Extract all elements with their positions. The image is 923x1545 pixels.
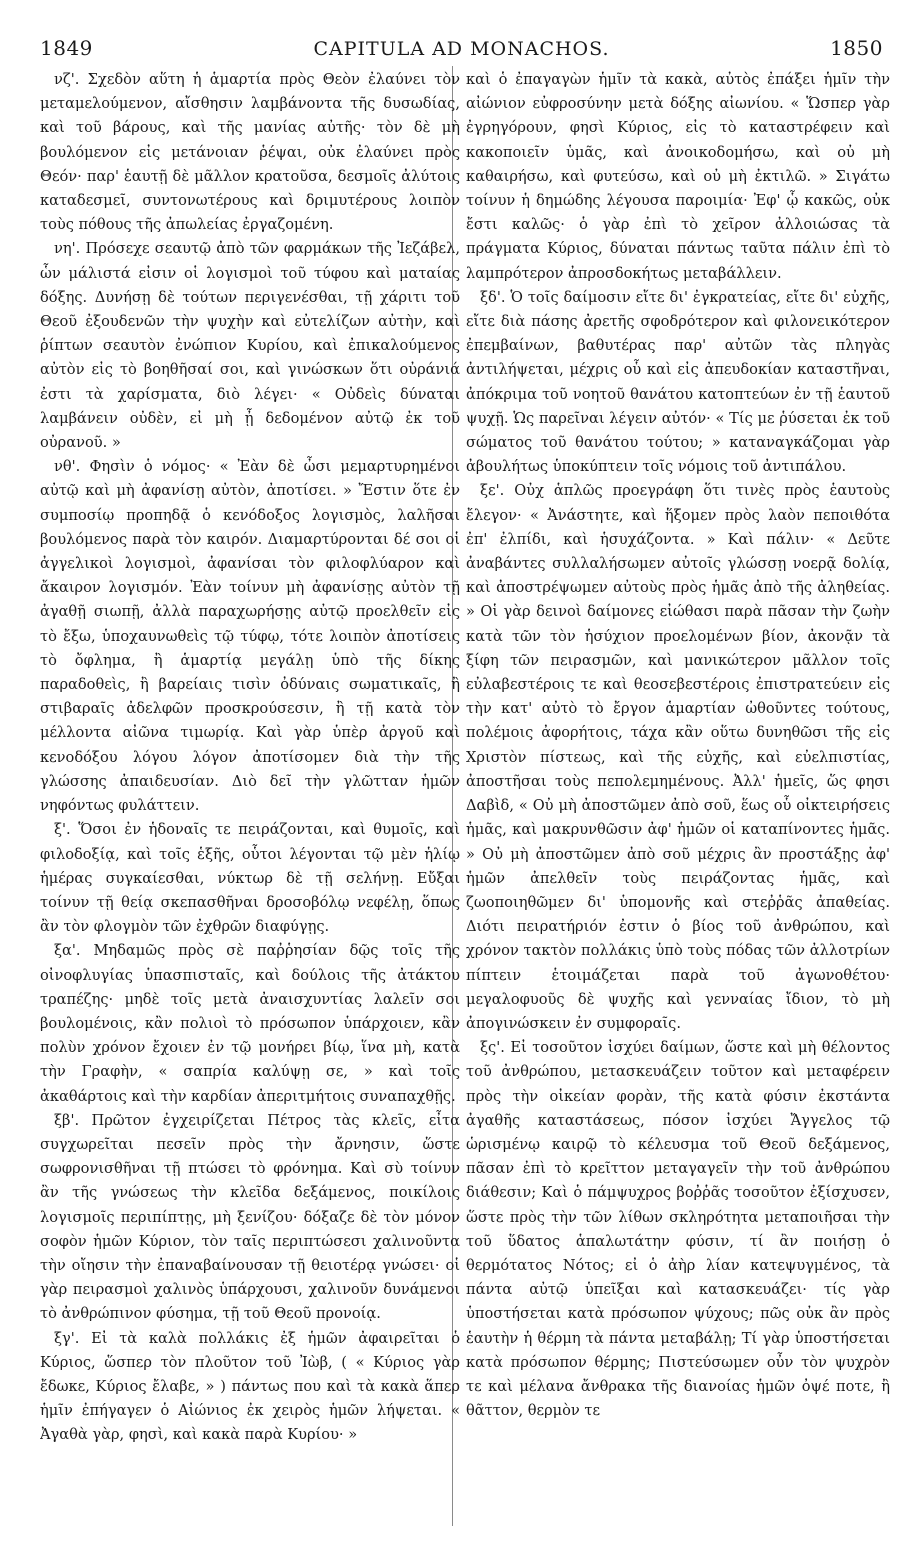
- running-title: CAPITULA AD MONACHOS.: [313, 38, 610, 60]
- paragraph-text: Ὁ τοῖς δαίμοσιν εἴτε δι' ἐγκρατείας, εἴτε δι' εὐχῆς, εἴτε διὰ πάσης ἀρετῆς σφοδρότερον καὶ φιλονεικότερον ἐπεμβαίνων, βαθυτέρας παρ' αὐτῶν τὰς πληγὰς ἀντιλήψεται, μέχρις οὗ καὶ εἰς ἀπευδοκίαν καταστῆναι, ἀπόκριμα τοῦ νοητοῦ θανάτου κατοπτεύων ἐν τῇ ἑαυτοῦ ψυχῇ. Ὡς παρεῖναι λέγειν αὐτόν· « Τίς με ῥύσεται ἐκ τοῦ σώματος τοῦ θανάτου τούτου; » καταναγκάζομαι γὰρ ἀβουλήτως ὑποκύπτειν τοῖς νόμοις τοῦ ἀντιπάλου.: [466, 288, 890, 476]
- chapter-number: ξδ'.: [480, 288, 506, 306]
- paragraph: [40, 455, 460, 818]
- chapter-number: ξ'.: [54, 821, 71, 839]
- paragraph-text: Ὅσοι ἐν ἡδοναῖς τε πειράζονται, καὶ θυμοῖς, καὶ φιλοδοξίᾳ, καὶ τοῖς ἑξῆς, οὗτοι λέγονται τῷ μὲν ἡλίῳ ἡμέρας συγκαίεσθαι, νύκτωρ δὲ τῇ σελήνῃ. Εὔξαι τοίνυν τῇ θείᾳ σκεπασθῆναι δροσοβόλῳ νεφέλῃ, ὅπως ἂν τὸν φλογμὸν τῶν ἐχθρῶν διαφύγῃς.: [40, 821, 460, 936]
- paragraph: [40, 818, 460, 939]
- page-header: [40, 36, 883, 66]
- paragraph-text: Πρῶτον ἐγχειρίζεται Πέτρος τὰς κλεῖς, εἶτα συγχωρεῖται πεσεῖν πρὸς τὴν ἄρνησιν, ὥστε σωφρονισθῆναι τῇ πτώσει τὸ φρόνημα. Καὶ σὺ τοίνυν ἂν τῆς γνώσεως τὴν κλεῖδα δεξάμενος, ποικίλοις λογισμοῖς περιπίπτῃς, μὴ ξενίζου· δόξαζε δὲ τὸν μόνον σοφὸν ἡμῶν Κύριον, τὸν ταῖς περιπτώσεσι χαλινοῦντα τὴν οἴησιν τὴν ἐπαναβαίνουσαν τῇ θειοτέρᾳ γνώσει· οἱ γὰρ πειρασμοὶ χαλινὸς ὑπάρχουσι, χαλινοῦν δυνάμενοι τὸ ἀνθρώπινον φύσημα, τῇ τοῦ Θεοῦ προνοίᾳ.: [40, 1111, 460, 1323]
- right-column-number: 1850: [830, 36, 883, 60]
- paragraph-text: Οὐχ ἁπλῶς προεγράφη ὅτι τινὲς πρὸς ἑαυτοὺς ἔλεγον· « Ἀνάστητε, καὶ ἥξομεν πρὸς λαὸν πεποιθότα ἐπ' ἐλπίδι, καὶ ἡσυχάζοντα. » Καὶ πάλιν· « Δεῦτε ἀναβάντες συλλαλήσωμεν αὐτοῖς γλώσσῃ νοερᾷ δολίᾳ, καὶ ἀποστρέψωμεν αὐτοὺς πρὸς ἡμᾶς ἀπὸ τῆς ἀληθείας. » Οἱ γὰρ δεινοὶ δαίμονες εἰώθασι παρὰ πᾶσαν τὴν ζωὴν κατὰ τῶν τὸν ἡσύχιον προελομένων βίον, ἀκονᾷν τὰ ξίφη τῶν πειρασμῶν, καὶ μανικώτερον μᾶλλον τοῖς εὐλαβεστέροις τε καὶ θεοσεβεστέροις ἐπιστρατεύειν εἰς τὴν κατ' αὐτὸ τὸ ἔργον ἁμαρτίαν ὠθοῦντες τούτους, πολέμοις ἀφορήτοις, τάχα κἂν οὕτω δυνηθῶσι τῆς εἰς Χριστὸν πίστεως, καὶ τῆς εὐχῆς, καὶ εὐελπιστίας, ἀποστῆσαι τοὺς πεπολεμημένους. Ἀλλ' ἡμεῖς, ὥς φησι Δαβὶδ, « Οὐ μὴ ἀποστῶμεν ἀπὸ σοῦ, ἕως οὗ οἰκτειρήσεις ἡμᾶς, καὶ μακρυνθῶσιν ἀφ' ἡμῶν οἱ καταπίνοντες ἡμᾶς. » Οὐ μὴ ἀποστῶμεν ἀπὸ σοῦ μέχρις ἂν προστάξῃς ἀφ' ἡμῶν ἀπελθεῖν τοὺς πειράζοντας ἡμᾶς, καὶ ζωοποιηθῶμεν δι' ὑπομονῆς καὶ στεῤῥᾶς ἀπαθείας. Διότι πειρατήριόν ἐστιν ὁ βίος τοῦ ἀνθρώπου, καὶ χρόνον τακτὸν πολλάκις ὑπὸ τοὺς πόδας τῶν ἀλλοτρίων πίπτειν ἑτοιμάζεται παρὰ τοῦ ἀγωνοθέτου· μεγαλοφυοῦς δὲ ψυχῆς καὶ γενναίας ἴδιον, τὸ μὴ ἀπογινώσκειν ἐν συμφοραῖς.: [466, 482, 890, 1032]
- paragraph-text: Σχεδὸν αὕτη ἡ ἁμαρτία πρὸς Θεὸν ἐλαύνει τὸν μεταμελούμενον, αἴσθησιν λαμβάνοντα τῆς δυσωδίας, καὶ τοῦ βάρους, καὶ τῆς μανίας αὐτῆς· τὸν δὲ μὴ βουλόμενον εἰς μετάνοιαν ῥέψαι, οὐκ ἐλαύνει πρὸς Θεόν· παρ' ἑαυτῇ δὲ μᾶλλον κρατοῦσα, δεσμοῖς ἀλύτοις καταδεσμεῖ, συντονωτέρους καὶ δριμυτέρους λοιπὸν τοὺς πόθους τῆς ἀπωλείας ἐργαζομένη.: [40, 71, 460, 234]
- paragraph-text: Πρόσεχε σεαυτῷ ἀπὸ τῶν φαρμάκων τῆς Ἰεζάβελ, ὧν μάλιστά εἰσιν οἱ λογισμοὶ τοῦ τύφου καὶ ματαίας δόξης. Δυνήσῃ δὲ τούτων περιγενέσθαι, τῇ χάριτι τοῦ Θεοῦ ἐξουδενῶν τὴν ψυχὴν καὶ εὐτελίζων αὐτὴν, καὶ ῥίπτων σεαυτὸν ἐνώπιον Κυρίου, καὶ ἐπικαλούμενος αὐτὸν εἰς τὸ βοηθῆσαί σοι, καὶ γινώσκων ὅτι οὐράνιά ἐστι τὰ χαρίσματα, διὸ λέγει· « Οὐδεὶς δύναται λαμβάνειν οὐδὲν, εἰ μὴ ᾖ δεδομένον αὐτῷ ἐκ τοῦ οὐρανοῦ. »: [40, 240, 460, 452]
- paragraph: [466, 1036, 890, 1423]
- paragraph: [466, 286, 890, 480]
- paragraph: [40, 237, 460, 455]
- paragraph: [40, 1327, 460, 1448]
- chapter-number: νθ'.: [54, 458, 81, 476]
- chapter-number: νζ'.: [54, 71, 80, 88]
- chapter-number: ξβ'.: [54, 1111, 80, 1129]
- paragraph: [40, 1109, 460, 1327]
- chapter-number: ξγ'.: [54, 1329, 80, 1347]
- paragraph-text: Εἰ τὰ καλὰ πολλάκις ἐξ ἡμῶν ἀφαιρεῖται ὁ Κύριος, ὥσπερ τὸν πλοῦτον τοῦ Ἰὼβ, ( « Κύριος γὰρ ἔδωκε, Κύριος ἔλαβε, » ) πάντως που καὶ τὰ κακὰ ἅπερ ἡμῖν ἐπήγαγεν ὁ Αἰώνιος ἐκ χειρὸς ἡμῶν λήψεται. « Ἀγαθὰ γὰρ, φησὶ, καὶ κακὰ παρὰ Κυρίου· »: [40, 1329, 460, 1444]
- left-column: [40, 68, 460, 1528]
- paragraph: [40, 939, 460, 1108]
- chapter-number: ξς'.: [480, 1039, 505, 1057]
- left-column-number: 1849: [40, 36, 93, 60]
- paragraph-text: Εἰ τοσοῦτον ἰσχύει δαίμων, ὥστε καὶ μὴ θέλοντος τοῦ ἀνθρώπου, μετασκευάζειν τοῦτον καὶ μεταφέρειν πρὸς τὴν οἰκείαν φορὰν, τῆς κατὰ φύσιν ἐκστάντα ἀγαθῆς καταστάσεως, πόσον ἰσχύει Ἄγγελος τῷ ὡρισμένῳ καιρῷ τὸ κέλευσμα τοῦ Θεοῦ δεξάμενος, πᾶσαν ἐπὶ τὸ κρεῖττον μεταγαγεῖν τὴν τοῦ ἀνθρώπου διάθεσιν; Καὶ ὁ πάμψυχρος βοῤῥᾶς τοσοῦτον ἐξίσχυσεν, ὥστε πρὸς τὴν τῶν λίθων σκληρότητα μεταποιῆσαι τὴν τοῦ ὕδατος ἁπαλωτάτην φύσιν, τί ἂν ποιήσῃ ὁ θερμότατος Νότος; εἰ ὁ ἀὴρ λίαν κατεψυγμένος, τὰ πάντα αὐτῷ ὑπεῖξαι καὶ κατασκευάζει· τίς γὰρ ὑποστήσεται κατὰ πρόσωπον ψύχους; πῶς οὐκ ἂν πρὸς ἑαυτὴν ἡ θέρμη τὰ πάντα μεταβάλῃ; Τί γὰρ ὑποστήσεται κατὰ πρόσωπον θέρμης; Πιστεύσωμεν οὖν τὸν ψυχρὸν τε καὶ μέλανα ἄνθρακα τῆς διανοίας ἡμῶν ὀψέ ποτε, ἢ θᾶττον, θερμὸν τε: [466, 1039, 890, 1420]
- chapter-number: νη'.: [54, 240, 81, 258]
- paragraph: [466, 479, 890, 1036]
- paragraph: [466, 68, 890, 286]
- paragraph-text: Φησὶν ὁ νόμος· « Ἐὰν δὲ ὦσι μεμαρτυρημένοι αὐτῷ καὶ μὴ ἀφανίσῃ αὐτὸν, ἀποτίσει. » Ἔστιν ὅτε ἐν συμποσίῳ προπηδᾷ ὁ κενόδοξος λογισμὸς, λαλῆσαι βουλόμενος παρὰ τὸν καιρόν. Διαμαρτύρονται δέ σοι οἱ ἀγγελικοὶ λογισμοὶ, ἀφανίσαι τὸν φιλοφλύαρον καὶ ἄκαιρον λογισμόν. Ἐὰν τοίνυν μὴ ἀφανίσῃς αὐτὸν τῇ ἀγαθῇ σιωπῇ, ἀλλὰ παραχωρήσῃς αὐτῷ προελθεῖν εἰς τὸ ἔξω, ὑποχαυνωθεὶς τῷ τύφῳ, τότε λοιπὸν ἀποτίσεις τὸ ὄφλημα, ἢ ἁμαρτίᾳ μεγάλῃ ὑπὸ τῆς δίκης παραδοθεὶς, ἢ βαρείαις τισὶν ὀδύναις σωματικαῖς, ἢ στιβαραῖς ἀδελφῶν προσκρούσεσιν, ἢ τῇ κατὰ τὸν μέλλοντα αἰῶνα τιμωρίᾳ. Καὶ γὰρ ὑπὲρ ἀργοῦ καὶ κενοδόξου λόγου λόγον ἀποτίσομεν διὰ τὴν τῆς γλώσσης ἀπαιδευσίαν. Διὸ δεῖ τὴν γλῶτταν ἡμῶν νηφόντως φυλάττειν.: [40, 458, 460, 815]
- paragraph-text: Μηδαμῶς πρὸς σὲ παῤῥησίαν δῷς τοῖς τῆς οἰνοφλυγίας ὑπασπισταῖς, καὶ δούλοις τῆς ἀτάκτου τραπέζης· μηδὲ τοῖς μετὰ ἀναισχυντίας λαλεῖν σοι βουλομένοις, κἂν πολιοὶ τὸ πρόσωπον ὑπάρχοιεν, κἂν πολὺν χρόνον ἔχοιεν ἐν τῷ μονήρει βίῳ, ἵνα μὴ, κατὰ τὴν Γραφὴν, « σαπρία καλύψῃ σε, » καὶ τοῖς ἀκαθάρτοις καὶ τὴν καρδίαν ἀπεριτμήτοις συναπαχθῇς.: [40, 942, 460, 1105]
- paragraph: [40, 68, 460, 237]
- chapter-number: ξε'.: [480, 482, 505, 500]
- chapter-number: ξα'.: [54, 942, 81, 960]
- paragraph-text: καὶ ὁ ἐπαγαγὼν ἡμῖν τὰ κακὰ, αὐτὸς ἐπάξει ἡμῖν τὴν αἰώνιον εὐφροσύνην μετὰ δόξης αἰωνίου. « Ὥσπερ γὰρ ἐγρηγόρουν, φησὶ Κύριος, εἰς τὸ καταστρέφειν καὶ κακοποιεῖν ὑμᾶς, καὶ ἀνοικοδομήσω, καὶ οὐ μὴ καθαιρήσω, καὶ φυτεύσω, καὶ οὐ μὴ ἐκτιλῶ. » Σιγάτω τοίνυν ἡ δημώδης λέγουσα παροιμία· Ἐφ' ᾧ κακῶς, οὐκ ἔστι καλῶς· ὁ γὰρ ἐπὶ τὸ χεῖρον ἀλλοιώσας τὰ πράγματα Κύριος, δύναται πάντως ταῦτα πάλιν ἐπὶ τὸ λαμπρότερον ἀπροσδοκήτως μεταβάλλειν.: [466, 71, 890, 282]
- right-column: [466, 68, 890, 1528]
